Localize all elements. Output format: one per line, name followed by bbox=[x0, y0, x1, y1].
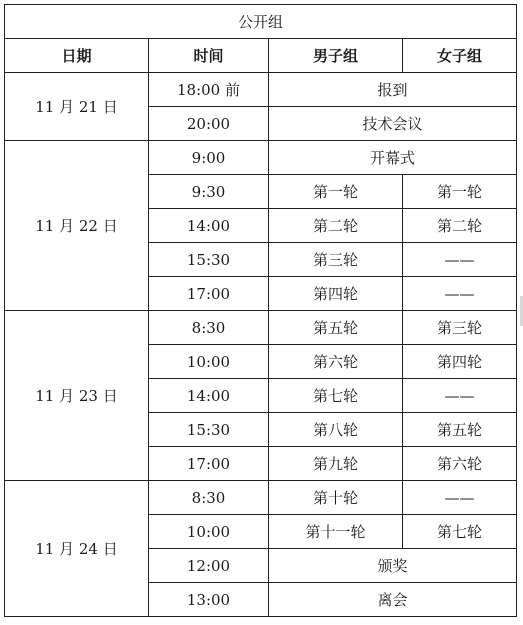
schedule-body bbox=[5, 5, 517, 617]
men-round-cell: 第五轮 bbox=[269, 311, 403, 345]
table-row bbox=[5, 141, 517, 175]
women-round-cell: —— bbox=[403, 277, 517, 311]
time-cell: 8:30 bbox=[149, 311, 269, 345]
time-cell: 15:30 bbox=[149, 243, 269, 277]
time-cell: 13:00 bbox=[149, 583, 269, 617]
men-round-cell: 第八轮 bbox=[269, 413, 403, 447]
time-cell: 17:00 bbox=[149, 447, 269, 481]
time-cell: 20:00 bbox=[149, 107, 269, 141]
event-cell: 开幕式 bbox=[269, 141, 517, 175]
women-round-cell: —— bbox=[403, 379, 517, 413]
women-round-cell: 第三轮 bbox=[403, 311, 517, 345]
men-round-cell: 第七轮 bbox=[269, 379, 403, 413]
women-round-cell: 第七轮 bbox=[403, 515, 517, 549]
date-cell: 11 月 22 日 bbox=[5, 141, 149, 311]
time-cell: 17:00 bbox=[149, 277, 269, 311]
header-women: 女子组 bbox=[403, 39, 517, 73]
table-row bbox=[5, 311, 517, 345]
time-cell: 10:00 bbox=[149, 515, 269, 549]
men-round-cell: 第四轮 bbox=[269, 277, 403, 311]
event-cell: 技术会议 bbox=[269, 107, 517, 141]
date-cell: 11 月 21 日 bbox=[5, 73, 149, 141]
time-cell: 9:30 bbox=[149, 175, 269, 209]
men-round-cell: 第六轮 bbox=[269, 345, 403, 379]
women-round-cell: 第一轮 bbox=[403, 175, 517, 209]
men-round-cell: 第十一轮 bbox=[269, 515, 403, 549]
table-title: 公开组 bbox=[5, 5, 517, 39]
men-round-cell: 第十轮 bbox=[269, 481, 403, 515]
women-round-cell: 第五轮 bbox=[403, 413, 517, 447]
women-round-cell: —— bbox=[403, 481, 517, 515]
table-row bbox=[5, 73, 517, 107]
schedule-table bbox=[4, 4, 517, 617]
event-cell: 离会 bbox=[269, 583, 517, 617]
time-cell: 14:00 bbox=[149, 379, 269, 413]
event-cell: 颁奖 bbox=[269, 549, 517, 583]
time-cell: 18:00 前 bbox=[149, 73, 269, 107]
men-round-cell: 第三轮 bbox=[269, 243, 403, 277]
women-round-cell: 第四轮 bbox=[403, 345, 517, 379]
women-round-cell: —— bbox=[403, 243, 517, 277]
header-row bbox=[5, 39, 517, 73]
title-row bbox=[5, 5, 517, 39]
women-round-cell: 第六轮 bbox=[403, 447, 517, 481]
time-cell: 8:30 bbox=[149, 481, 269, 515]
men-round-cell: 第九轮 bbox=[269, 447, 403, 481]
time-cell: 14:00 bbox=[149, 209, 269, 243]
header-time: 时间 bbox=[149, 39, 269, 73]
time-cell: 15:30 bbox=[149, 413, 269, 447]
time-cell: 12:00 bbox=[149, 549, 269, 583]
men-round-cell: 第一轮 bbox=[269, 175, 403, 209]
table-row bbox=[5, 481, 517, 515]
time-cell: 9:00 bbox=[149, 141, 269, 175]
event-cell: 报到 bbox=[269, 73, 517, 107]
header-date: 日期 bbox=[5, 39, 149, 73]
header-men: 男子组 bbox=[269, 39, 403, 73]
women-round-cell: 第二轮 bbox=[403, 209, 517, 243]
time-cell: 10:00 bbox=[149, 345, 269, 379]
date-cell: 11 月 24 日 bbox=[5, 481, 149, 617]
men-round-cell: 第二轮 bbox=[269, 209, 403, 243]
date-cell: 11 月 23 日 bbox=[5, 311, 149, 481]
